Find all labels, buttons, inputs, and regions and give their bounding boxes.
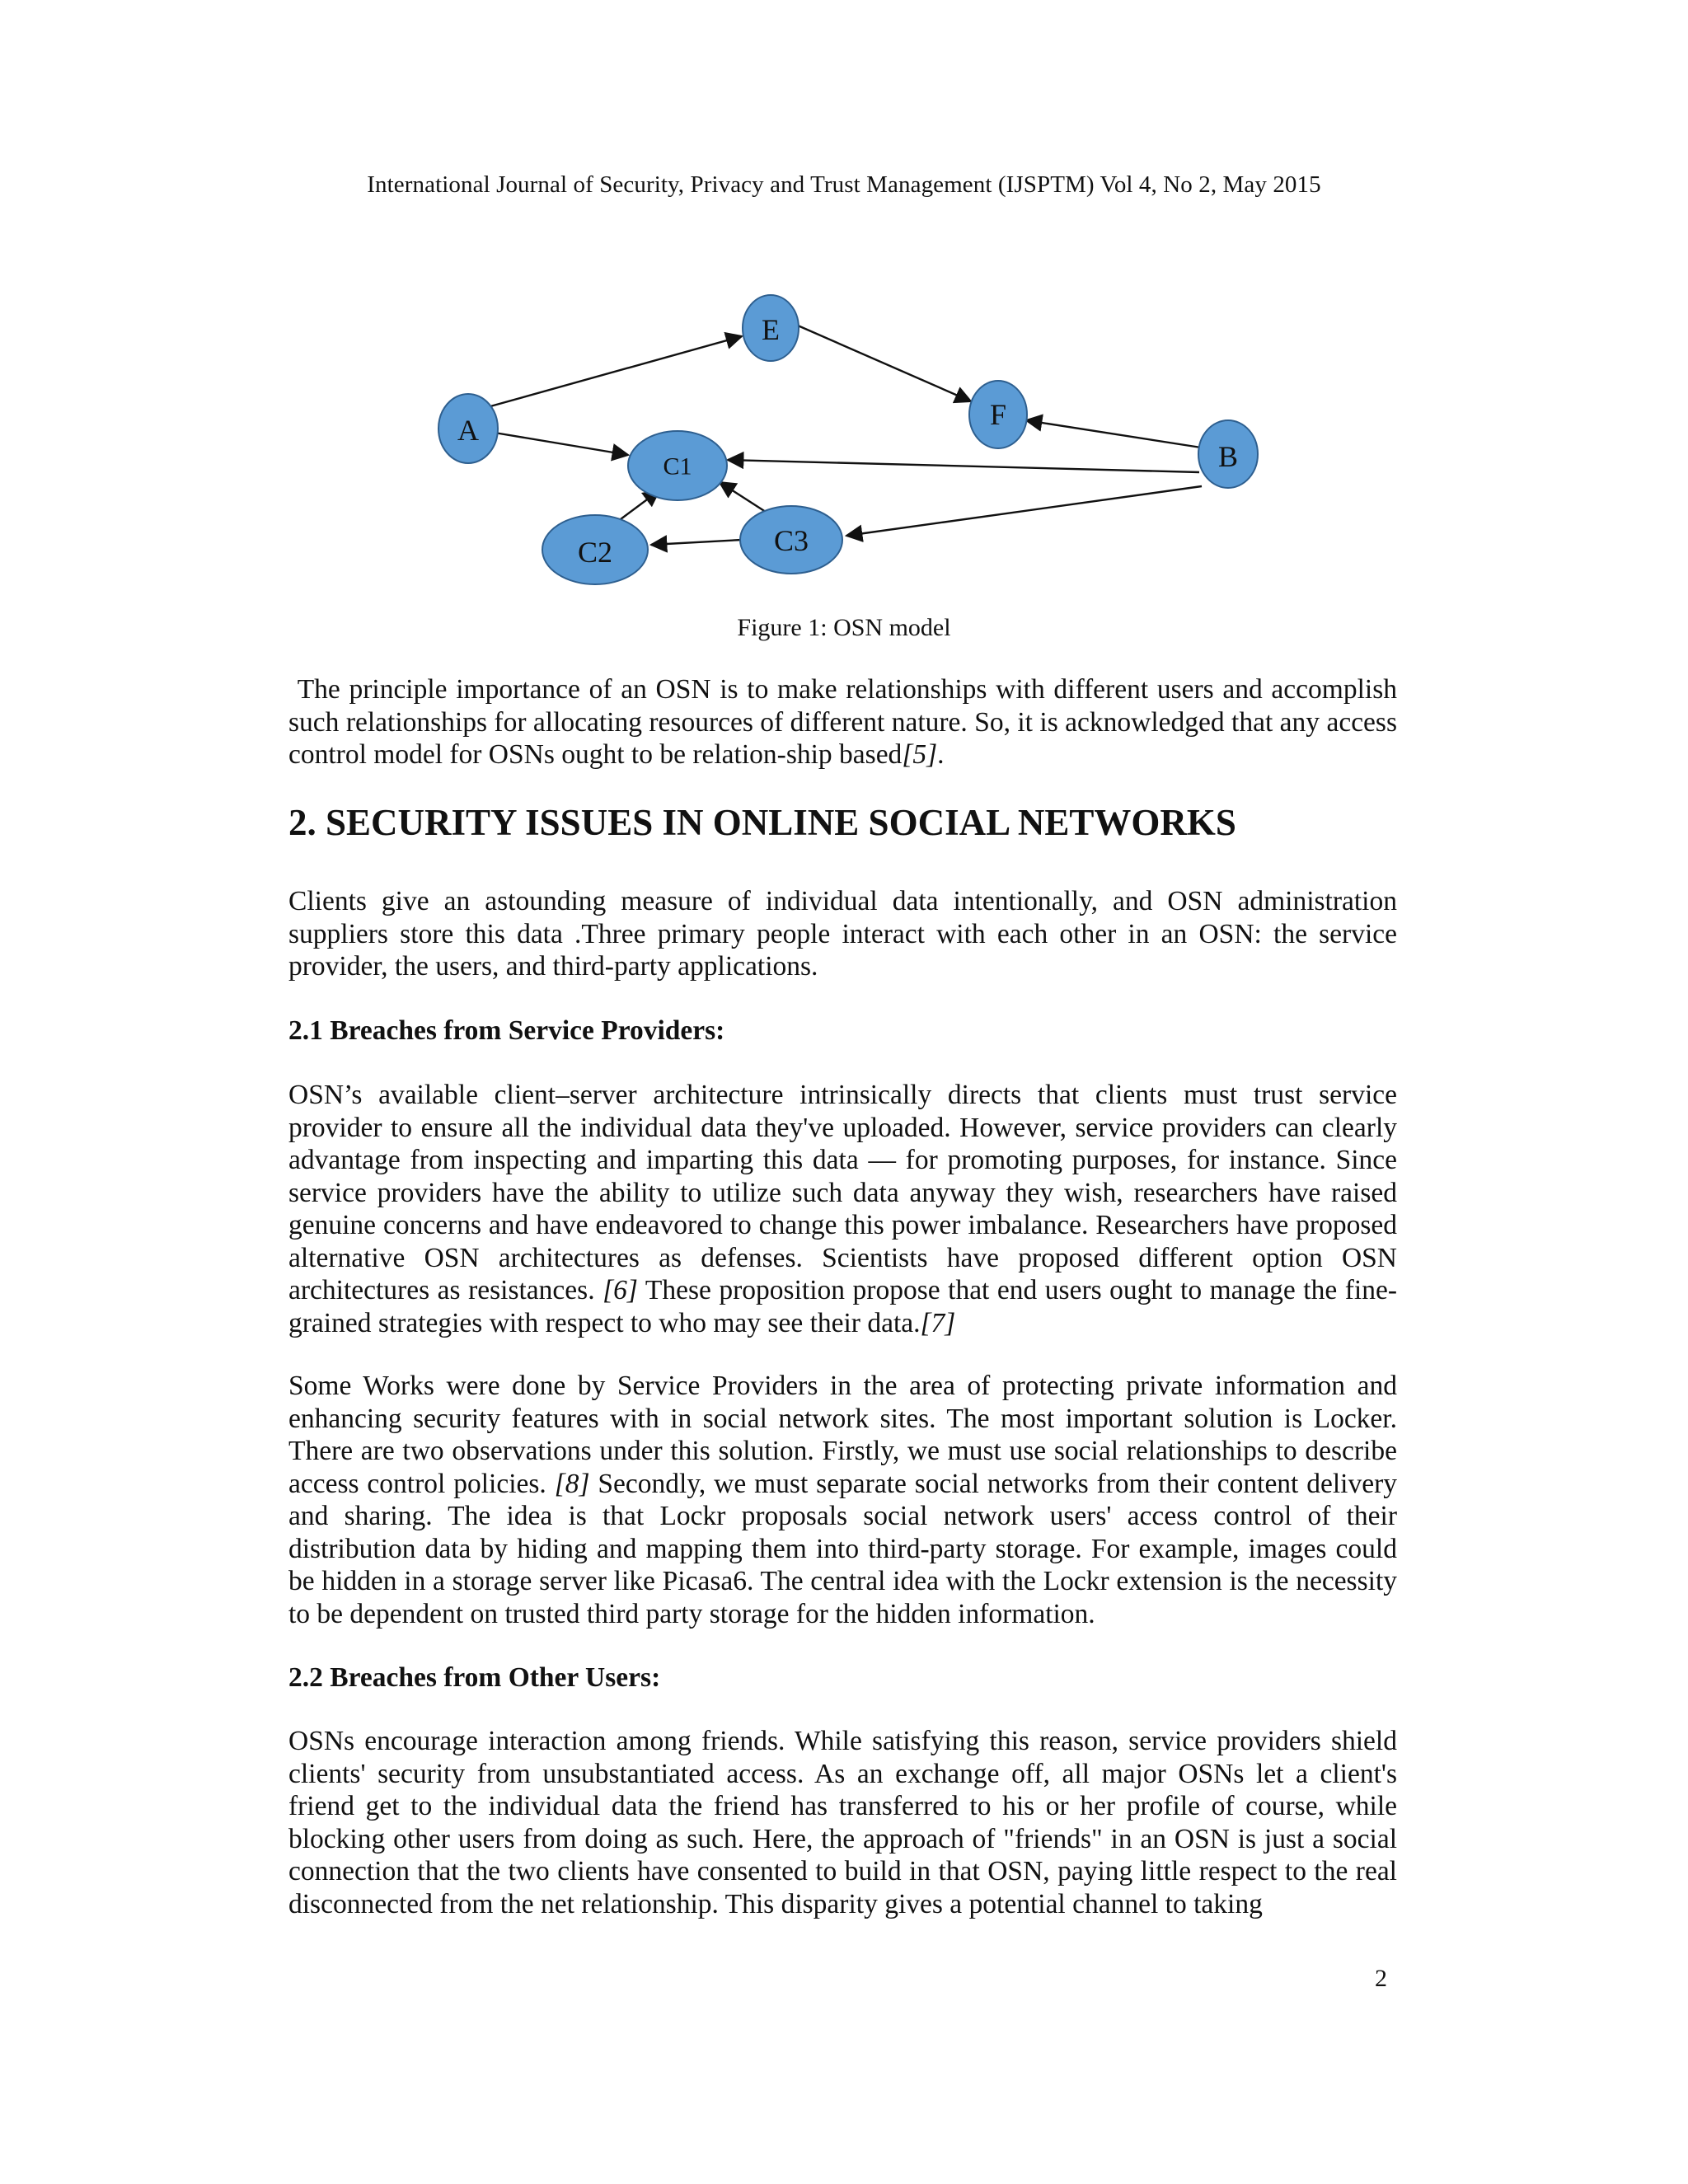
svg-text:C2: C2: [577, 536, 613, 569]
node-f: [969, 381, 1027, 448]
section-2-1-heading: 2.1 Breaches from Service Providers:: [288, 1015, 725, 1046]
section-2-text: Clients give an astounding measure of individual data intentionally, and OSN administration suppliers store this data .Three primary people interact with each other in an OSN: the service provider, the users, and third-party applications.: [288, 886, 1397, 982]
node-c2: [542, 515, 648, 584]
intro-paragraph: [288, 673, 1397, 771]
node-c3: [740, 506, 842, 574]
edge-c3-c2: [651, 540, 742, 545]
p2-text-b: Secondly, we must separate social networks from their content delivery and sharing. The idea is that Lockr proposals social network users' access control of their distribution data by hiding and mapping them into third-party storage. For example, images could be hidden in a storage server like Picasa6. The central idea with the Lockr extension is the necessity to be dependent on trusted third party storage for the hidden information.: [288, 1468, 1398, 1629]
journal-header: International Journal of Security, Privacy and Trust Management (IJSPTM) Vol 4, No 2, May 2015: [367, 171, 1321, 198]
edge-b-c3: [846, 486, 1202, 536]
citation: [5]: [902, 739, 938, 770]
p1-text-a: OSN’s available client–server architecture intrinsically directs that clients must trust service provider to ensure all the individual data they've uploaded. However, service providers can clearly advantage from inspecting and imparting this data — for promoting purposes, for instance. Since service providers have the ability to utilize such data anyway they wish, researchers have raised genuine concerns and have endeavored to change this power imbalance. Researchers have proposed alternative OSN architectures as defenses. Scientists have proposed different option OSN architectures as resistances.: [288, 1080, 1397, 1305]
section-2-2-heading: 2.2 Breaches from Other Users:: [288, 1662, 661, 1693]
svg-text:C1: C1: [663, 452, 692, 480]
section-2-2-text: OSNs encourage interaction among friends. While satisfying this reason, service providers shield clients' security from unsubstantiated access. As an exchange off, all major OSNs let a client's friend get to the individual data the friend has transferred to his or her profile of course, while blocking other users from doing as such. Here, the approach of "friends" in an OSN is just a social connection that the two clients have consented to build in that OSN, paying little respect to the real disconnected from the net relationship. This disparity gives a potential channel to taking: [288, 1726, 1397, 1919]
svg-text:E: E: [762, 313, 780, 346]
intro-text: The principle importance of an OSN is to make relationships with different users and accomplish such relationships for allocating resources of different nature. So, it is acknowledged that any access control model for OSNs ought to be relation-ship based: [288, 674, 1398, 770]
section-2-1-paragraph-1: [288, 1079, 1397, 1339]
section-2-heading: 2. SECURITY ISSUES IN ONLINE SOCIAL NETWORKS: [288, 802, 1236, 843]
p1-text-b: These proposition propose that end users ought to manage the fine-grained strategies with respect to who may see their data.: [288, 1275, 1397, 1338]
citation: [7]: [920, 1307, 956, 1338]
intro-end: .: [937, 739, 945, 770]
page-number: 2: [1375, 1965, 1387, 1992]
node-a: [438, 394, 498, 463]
svg-text:C3: C3: [773, 524, 809, 557]
node-b: [1198, 420, 1258, 488]
citation: [8]: [554, 1468, 590, 1499]
p2-text-a: Some Works were done by Service Providers in the area of protecting private information and enhancing security features with in social network sites. The most important solution is Locker. There are two observations under this solution. Firstly, we must use social relationships to describe access control policies.: [288, 1371, 1397, 1499]
section-2-paragraph: [288, 885, 1397, 983]
edge-a-c1: [495, 433, 628, 455]
edge-b-c1: [728, 460, 1199, 472]
osn-graph: [412, 284, 1302, 606]
edge-c3-c1: [720, 482, 768, 513]
section-2-1-paragraph-2: [288, 1370, 1397, 1630]
edge-e-f: [798, 326, 971, 401]
edge-a-e: [490, 336, 742, 406]
osn-model-figure: [412, 284, 1302, 606]
svg-text:F: F: [989, 398, 1007, 431]
edge-b-f: [1026, 420, 1201, 448]
section-2-2-paragraph: [288, 1725, 1397, 1920]
figure-caption: Figure 1: OSN model: [737, 614, 951, 641]
citation: [6]: [603, 1275, 638, 1305]
svg-text:B: B: [1217, 440, 1239, 473]
node-e: [743, 295, 799, 361]
svg-text:A: A: [457, 414, 479, 447]
node-c1: [628, 431, 727, 500]
